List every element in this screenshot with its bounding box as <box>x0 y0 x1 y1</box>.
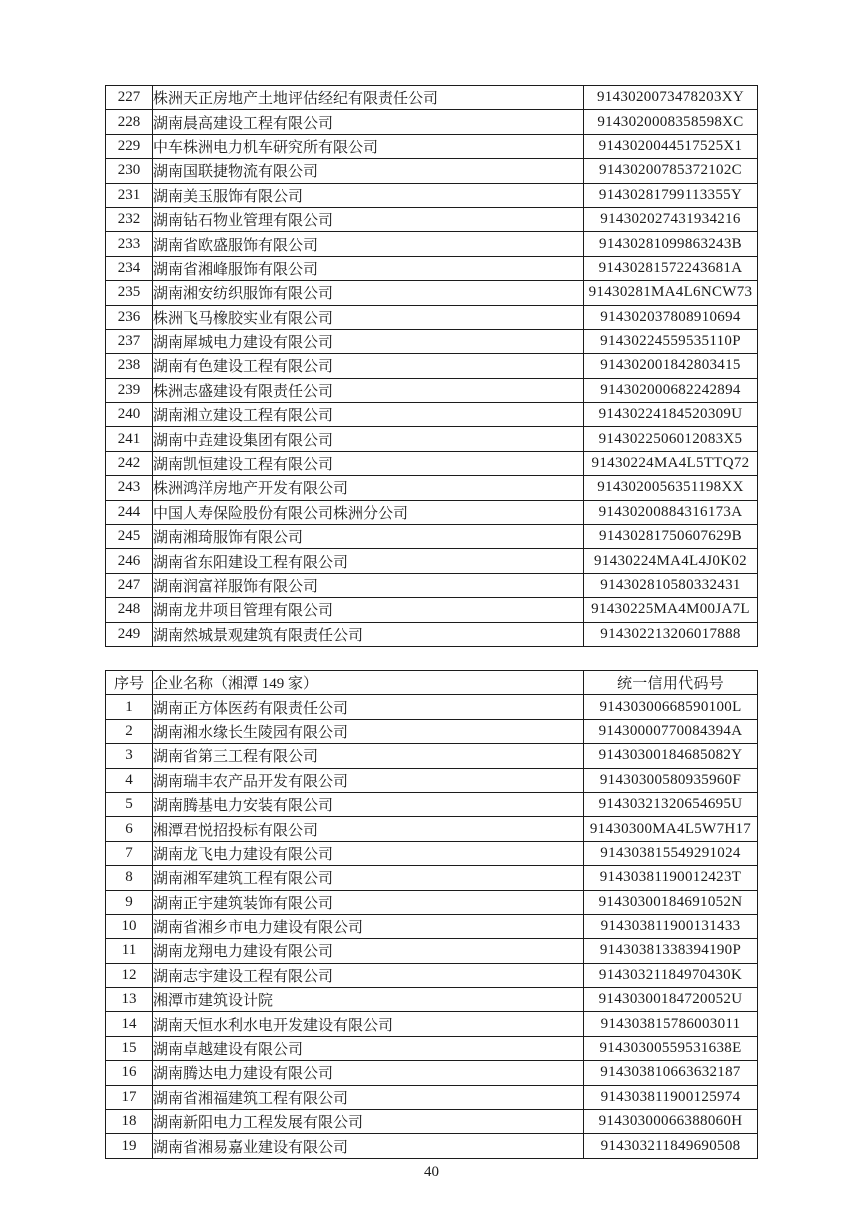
table-row <box>106 281 758 305</box>
credit-code: 914303810663632187 <box>584 1061 758 1085</box>
table-row <box>106 1012 758 1036</box>
row-seq: 3 <box>106 744 153 768</box>
row-seq: 14 <box>106 1012 153 1036</box>
company-name: 湖南中垚建设集团有限公司 <box>153 427 584 451</box>
credit-code: 91430381338394190P <box>584 939 758 963</box>
company-name: 湖南湘安纺织服饰有限公司 <box>153 281 584 305</box>
table-row <box>106 159 758 183</box>
credit-code: 914302810580332431 <box>584 573 758 597</box>
xiangtan-companies-table <box>105 670 758 1159</box>
company-name: 湖南新阳电力工程发展有限公司 <box>153 1110 584 1134</box>
table-row <box>106 1110 758 1134</box>
row-seq: 229 <box>106 134 153 158</box>
company-name: 湖南然城景观建筑有限责任公司 <box>153 622 584 646</box>
credit-code: 914303811900131433 <box>584 914 758 938</box>
credit-code: 91430225MA4M00JA7L <box>584 598 758 622</box>
table-row <box>106 573 758 597</box>
credit-code: 914302037808910694 <box>584 305 758 329</box>
credit-code: 91430300580935960F <box>584 768 758 792</box>
table-row <box>106 622 758 646</box>
company-name: 湘潭君悦招投标有限公司 <box>153 817 584 841</box>
credit-code: 91430200884316173A <box>584 500 758 524</box>
credit-code: 914302213206017888 <box>584 622 758 646</box>
zhuzhou-companies-table <box>105 85 758 647</box>
company-name: 湖南瑞丰农产品开发有限公司 <box>153 768 584 792</box>
row-seq: 247 <box>106 573 153 597</box>
row-seq: 11 <box>106 939 153 963</box>
credit-code: 91430281099863243B <box>584 232 758 256</box>
table-row <box>106 719 758 743</box>
row-seq: 235 <box>106 281 153 305</box>
table-row <box>106 354 758 378</box>
credit-code: 91430000770084394A <box>584 719 758 743</box>
row-seq: 228 <box>106 110 153 134</box>
company-name: 湖南省湘易嘉业建设有限公司 <box>153 1134 584 1158</box>
credit-code: 914302000682242894 <box>584 378 758 402</box>
row-seq: 8 <box>106 866 153 890</box>
credit-code: 91430300066388060H <box>584 1110 758 1134</box>
company-name: 湖南湘水缘长生陵园有限公司 <box>153 719 584 743</box>
credit-code: 91430224MA4L5TTQ72 <box>584 451 758 475</box>
company-name: 中车株洲电力机车研究所有限公司 <box>153 134 584 158</box>
row-seq: 227 <box>106 86 153 110</box>
row-seq: 2 <box>106 719 153 743</box>
credit-code: 9143020044517525X1 <box>584 134 758 158</box>
table-row <box>106 500 758 524</box>
table-row <box>106 792 758 816</box>
company-name: 中国人寿保险股份有限公司株洲分公司 <box>153 500 584 524</box>
company-name: 湖南犀城电力建设有限公司 <box>153 329 584 353</box>
company-name: 湖南湘琦服饰有限公司 <box>153 525 584 549</box>
credit-code: 914303815786003011 <box>584 1012 758 1036</box>
table-row <box>106 256 758 280</box>
company-name: 湖南省第三工程有限公司 <box>153 744 584 768</box>
credit-code: 91430300668590100L <box>584 695 758 719</box>
company-name: 湖南腾基电力安装有限公司 <box>153 792 584 816</box>
credit-code: 914303815549291024 <box>584 841 758 865</box>
row-seq: 244 <box>106 500 153 524</box>
row-seq: 242 <box>106 451 153 475</box>
table-row <box>106 183 758 207</box>
credit-code: 91430300559531638E <box>584 1036 758 1060</box>
header-credit-code-label: 统一信用代码号 <box>584 671 758 695</box>
credit-code: 9143020008358598XC <box>584 110 758 134</box>
row-seq: 233 <box>106 232 153 256</box>
company-name: 湖南有色建设工程有限公司 <box>153 354 584 378</box>
company-name: 湖南正方体医药有限责任公司 <box>153 695 584 719</box>
table-row <box>106 451 758 475</box>
credit-code: 91430321184970430K <box>584 963 758 987</box>
row-seq: 13 <box>106 988 153 1012</box>
row-seq: 9 <box>106 890 153 914</box>
company-name: 湖南志宇建设工程有限公司 <box>153 963 584 987</box>
company-name: 湖南省东阳建设工程有限公司 <box>153 549 584 573</box>
row-seq: 18 <box>106 1110 153 1134</box>
table-row <box>106 817 758 841</box>
page-number: 40 <box>424 1164 439 1180</box>
table-row <box>106 476 758 500</box>
credit-code: 91430300184685082Y <box>584 744 758 768</box>
company-name: 湖南省湘乡市电力建设有限公司 <box>153 914 584 938</box>
row-seq: 5 <box>106 792 153 816</box>
row-seq: 241 <box>106 427 153 451</box>
credit-code: 91430200785372102C <box>584 159 758 183</box>
row-seq: 6 <box>106 817 153 841</box>
row-seq: 15 <box>106 1036 153 1060</box>
credit-code: 914302001842803415 <box>584 354 758 378</box>
table-row <box>106 890 758 914</box>
row-seq: 4 <box>106 768 153 792</box>
row-seq: 234 <box>106 256 153 280</box>
row-seq: 7 <box>106 841 153 865</box>
credit-code: 91430281572243681A <box>584 256 758 280</box>
company-name: 株洲鸿洋房地产开发有限公司 <box>153 476 584 500</box>
credit-code: 91430381190012423T <box>584 866 758 890</box>
company-name: 湖南湘军建筑工程有限公司 <box>153 866 584 890</box>
credit-code: 91430224MA4L4J0K02 <box>584 549 758 573</box>
table-row <box>106 525 758 549</box>
credit-code: 91430321320654695U <box>584 792 758 816</box>
credit-code: 91430300MA4L5W7H17 <box>584 817 758 841</box>
row-seq: 16 <box>106 1061 153 1085</box>
credit-code: 9143020056351198XX <box>584 476 758 500</box>
company-name: 湖南凯恒建设工程有限公司 <box>153 451 584 475</box>
table-row <box>106 914 758 938</box>
company-name: 湖南省欧盛服饰有限公司 <box>153 232 584 256</box>
table-row <box>106 1036 758 1060</box>
credit-code: 91430224559535110P <box>584 329 758 353</box>
table-row <box>106 768 758 792</box>
row-seq: 231 <box>106 183 153 207</box>
company-name: 株洲天正房地产土地评估经纪有限责任公司 <box>153 86 584 110</box>
table-row <box>106 988 758 1012</box>
row-seq: 236 <box>106 305 153 329</box>
row-seq: 10 <box>106 914 153 938</box>
table-row <box>106 841 758 865</box>
table-row <box>106 549 758 573</box>
credit-code: 914302027431934216 <box>584 207 758 231</box>
credit-code: 91430224184520309U <box>584 403 758 427</box>
company-name: 湖南龙翔电力建设有限公司 <box>153 939 584 963</box>
company-name: 湖南龙飞电力建设有限公司 <box>153 841 584 865</box>
row-seq: 248 <box>106 598 153 622</box>
table-row <box>106 1061 758 1085</box>
table-header-row <box>106 671 758 695</box>
table-row <box>106 305 758 329</box>
row-seq: 240 <box>106 403 153 427</box>
row-seq: 232 <box>106 207 153 231</box>
company-name: 湖南腾达电力建设有限公司 <box>153 1061 584 1085</box>
row-seq: 1 <box>106 695 153 719</box>
company-name: 株洲志盛建设有限责任公司 <box>153 378 584 402</box>
header-seq-label: 序号 <box>106 671 153 695</box>
credit-code: 91430300184691052N <box>584 890 758 914</box>
company-name: 湖南晨高建设工程有限公司 <box>153 110 584 134</box>
row-seq: 238 <box>106 354 153 378</box>
row-seq: 243 <box>106 476 153 500</box>
row-seq: 237 <box>106 329 153 353</box>
table-row <box>106 695 758 719</box>
table-row <box>106 110 758 134</box>
company-name: 湖南卓越建设有限公司 <box>153 1036 584 1060</box>
company-name: 湖南省湘峰服饰有限公司 <box>153 256 584 280</box>
header-company-name-label: 企业名称（湘潭 149 家） <box>153 671 584 695</box>
credit-code: 914303811900125974 <box>584 1085 758 1109</box>
credit-code: 914303211849690508 <box>584 1134 758 1158</box>
table-row <box>106 598 758 622</box>
table-row <box>106 1085 758 1109</box>
table-row <box>106 134 758 158</box>
company-name: 湖南钻石物业管理有限公司 <box>153 207 584 231</box>
table-row <box>106 207 758 231</box>
row-seq: 12 <box>106 963 153 987</box>
row-seq: 17 <box>106 1085 153 1109</box>
credit-code: 91430300184720052U <box>584 988 758 1012</box>
credit-code: 91430281750607629B <box>584 525 758 549</box>
credit-code: 91430281MA4L6NCW73 <box>584 281 758 305</box>
company-name: 湖南天恒水利水电开发建设有限公司 <box>153 1012 584 1036</box>
company-name: 湖南湘立建设工程有限公司 <box>153 403 584 427</box>
credit-code: 91430281799113355Y <box>584 183 758 207</box>
row-seq: 230 <box>106 159 153 183</box>
row-seq: 249 <box>106 622 153 646</box>
company-name: 湖南正宇建筑装饰有限公司 <box>153 890 584 914</box>
table-row <box>106 963 758 987</box>
table-row <box>106 427 758 451</box>
company-name: 湖南龙井项目管理有限公司 <box>153 598 584 622</box>
table-row <box>106 86 758 110</box>
row-seq: 245 <box>106 525 153 549</box>
company-name: 湖南美玉服饰有限公司 <box>153 183 584 207</box>
row-seq: 19 <box>106 1134 153 1158</box>
credit-code: 9143022506012083X5 <box>584 427 758 451</box>
table-row <box>106 1134 758 1158</box>
company-name: 湖南国联捷物流有限公司 <box>153 159 584 183</box>
table-row <box>106 744 758 768</box>
company-name: 湖南省湘福建筑工程有限公司 <box>153 1085 584 1109</box>
row-seq: 246 <box>106 549 153 573</box>
credit-code: 9143020073478203XY <box>584 86 758 110</box>
table-row <box>106 232 758 256</box>
table-row <box>106 939 758 963</box>
table-row <box>106 403 758 427</box>
company-name: 湘潭市建筑设计院 <box>153 988 584 1012</box>
row-seq: 239 <box>106 378 153 402</box>
table-row <box>106 378 758 402</box>
table-row <box>106 866 758 890</box>
company-name: 湖南润富祥服饰有限公司 <box>153 573 584 597</box>
table-row <box>106 329 758 353</box>
company-name: 株洲飞马橡胶实业有限公司 <box>153 305 584 329</box>
